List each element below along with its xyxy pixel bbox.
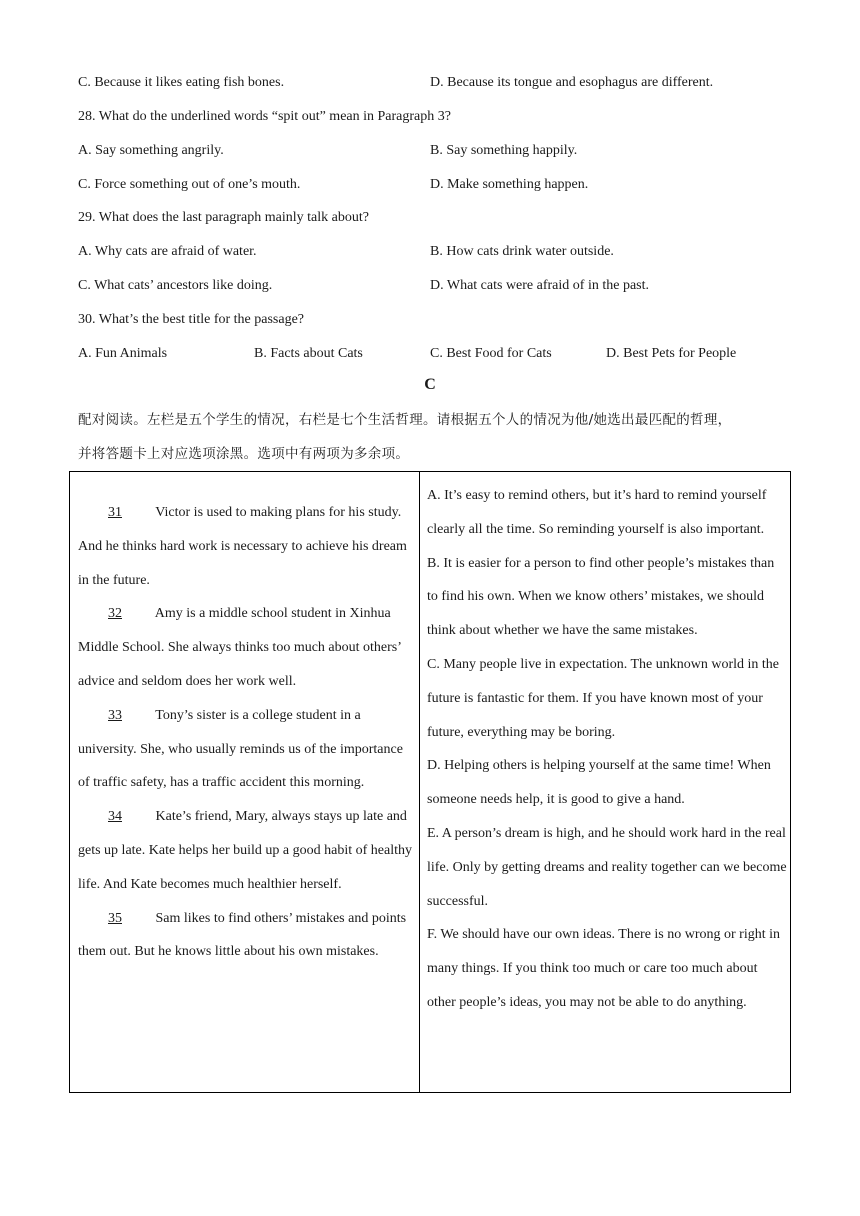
student-item bbox=[78, 902, 414, 970]
philosophy-item-f: F. We should have our own ideas. There is no wrong or right in many things. If you think too much or care too much about other people’s ideas, you may not be able to do anything. bbox=[427, 927, 781, 1010]
student-item bbox=[78, 800, 414, 901]
answer-blank[interactable]: 34 bbox=[108, 809, 122, 825]
answer-blank[interactable]: 32 bbox=[108, 606, 122, 622]
q28-option-d: D. Make something happen. bbox=[430, 177, 589, 192]
q29-option-d: D. What cats were afraid of in the past. bbox=[430, 278, 649, 293]
q30-option-c: C. Best Food for Cats bbox=[430, 346, 552, 361]
answer-blank[interactable]: 35 bbox=[108, 910, 122, 926]
q27-option-c: C. Because it likes eating fish bones. bbox=[78, 75, 285, 90]
student-text: Kate’s friend, Mary, always stays up late and gets up late. Kate helps her build up a good habit of healthy life. And Kate becomes much healthier herself. bbox=[78, 809, 412, 892]
philosophy-item-d: D. Helping others is helping yourself at the same time! When someone needs help, it is good to give a hand. bbox=[427, 758, 771, 808]
student-text: Amy is a middle school student in Xinhua Middle School. She always thinks too much about others’ advice and seldom does her work well. bbox=[78, 606, 401, 689]
student-text: Sam likes to find others’ mistakes and points them out. But he knows little about his own mistakes. bbox=[78, 910, 407, 960]
student-item bbox=[78, 699, 414, 800]
q29-stem: 29. What does the last paragraph mainly talk about? bbox=[78, 210, 369, 225]
answer-blank[interactable]: 33 bbox=[108, 707, 122, 723]
q27-option-d: D. Because its tongue and esophagus are different. bbox=[430, 75, 714, 90]
philosophy-item-c: C. Many people live in expectation. The unknown world in the future is fantastic for them. If you have known most of your future, everything may be boring. bbox=[427, 656, 780, 740]
q28-option-a: A. Say something angrily. bbox=[78, 143, 224, 158]
student-item bbox=[78, 597, 414, 698]
q28-stem: 28. What do the underlined words “spit out” mean in Paragraph 3? bbox=[78, 109, 451, 124]
q29-option-a: A. Why cats are afraid of water. bbox=[78, 244, 257, 259]
instruction-line-1: 配对阅读。左栏是五个学生的情况，右栏是七个生活哲理。请根据五个人的情况为他/她选出最匹配的哲理， bbox=[78, 412, 732, 428]
column-divider bbox=[419, 472, 420, 1092]
q29-option-c: C. What cats’ ancestors like doing. bbox=[78, 278, 273, 293]
student-item bbox=[78, 496, 414, 597]
instruction-line-2: 并将答题卡上对应选项涂黑。选项中有两项为多余项。 bbox=[78, 446, 410, 462]
q30-option-a: A. Fun Animals bbox=[78, 346, 168, 361]
philosophy-item-a: A. It’s easy to remind others, but it’s hard to remind yourself clearly all the time. So reminding yourself is also important. bbox=[427, 488, 767, 537]
philosophy-item-e: E. A person’s dream is high, and he should work hard in the real life. Only by getting dreams and reality together can we become successful. bbox=[427, 825, 787, 909]
student-text: Tony’s sister is a college student in a university. She, who usually reminds us of the importance of traffic safety, has a traffic accident this morning. bbox=[78, 707, 403, 791]
answer-blank[interactable]: 31 bbox=[108, 505, 122, 520]
q28-option-c: C. Force something out of one’s mouth. bbox=[78, 177, 301, 192]
right-column bbox=[427, 479, 787, 1020]
q30-option-d: D. Best Pets for People bbox=[606, 346, 737, 361]
philosophy-item-b: B. It is easier for a person to find other people’s mistakes than to find his own. When we know others’ mistakes, we should think about whether we have the same mistakes. bbox=[427, 555, 775, 639]
matching-table bbox=[69, 471, 791, 1093]
q28-option-b: B. Say something happily. bbox=[430, 143, 578, 158]
q29-option-b: B. How cats drink water outside. bbox=[430, 244, 614, 259]
q30-option-b: B. Facts about Cats bbox=[254, 346, 363, 361]
student-text: Victor is used to making plans for his study. And he thinks hard work is necessary to achieve his dream in the future. bbox=[78, 505, 407, 588]
section-heading: C bbox=[424, 376, 436, 393]
left-column bbox=[78, 496, 414, 969]
q30-stem: 30. What’s the best title for the passage? bbox=[78, 312, 305, 327]
